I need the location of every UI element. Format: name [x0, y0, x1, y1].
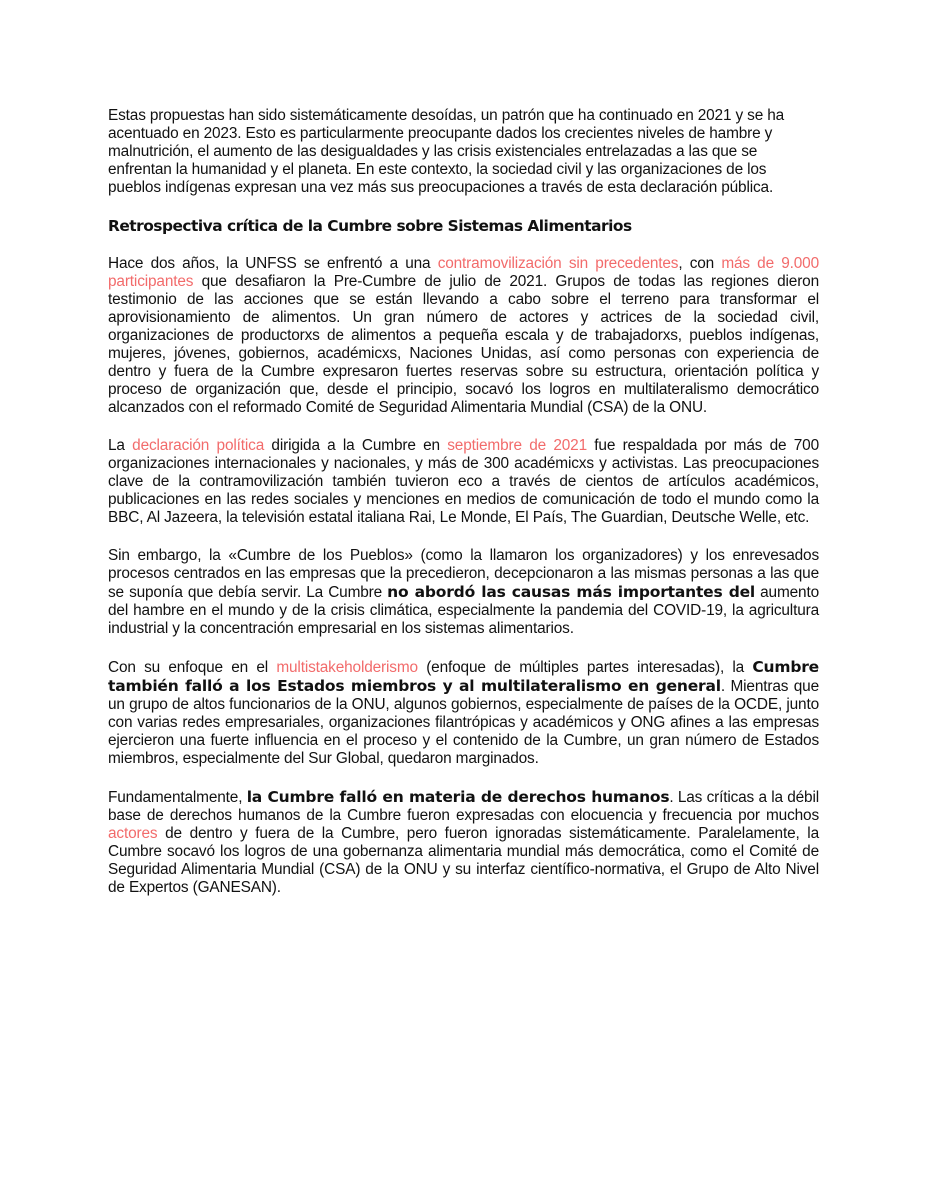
text-run: Sin embargo, la «Cumbre de los Pueblos» (como la llamaron los organizadores) y los enrevesados procesos centrados en las empresas que la precedieron, decepcionaron a las mismas personas a las que se suponía que debía servir. La Cumbre	[108, 547, 819, 601]
hyperlink[interactable]: contramovilización sin precedentes	[437, 255, 679, 272]
text-run: de dentro y fuera de la Cumbre, pero fueron ignoradas sistemáticamente. Paralelamente, la Cumbre socavó los logros de una gobernanza alimentaria mundial más democrática, como el Comité de Seguridad Alimentaria Mundial (CSA) de la ONU y su interfaz científico-normativa, el Grupo de Alto Nivel de Expertos (GANESAN).	[108, 825, 819, 896]
paragraph	[108, 255, 819, 417]
text-run: La	[108, 437, 133, 454]
text-run: (enfoque de múltiples partes interesadas), la	[417, 659, 753, 676]
text-run: Retrospectiva crítica de la Cumbre sobre Sistemas Alimentarios	[108, 217, 632, 235]
hyperlink[interactable]: septiembre de 2021	[447, 437, 587, 454]
text-run: fue respaldada por más de 700 organizaciones internacionales y nacionales, y más de 300 académicxs y activistas. Las preocupaciones clave de la contramovilización también tuvieron eco a través de cientos de artículos académicos, publicaciones en las redes sociales y menciones en medios de comunicación de todo el mundo como la BBC, Al Jazeera, la televisión estatal italiana Rai, Le Monde, El País, The Guardian, Deutsche Welle, etc.	[108, 437, 819, 526]
hyperlink[interactable]: más de 9.000 participantes	[108, 255, 819, 290]
text-run: Estas propuestas han sido sistemáticamente desoídas, un patrón que ha continuado en 2021 y se ha acentuado en 2023. Esto es particularmente preocupante dados los crecientes niveles de hambre y malnutrición, el aumento de las desigualdades y las crisis existenciales entrelazadas a las que se enfrentan la humanidad y el planeta. En este contexto, la sociedad civil y las organizaciones de los pueblos indígenas expresan una vez más sus preocupaciones a través de esta declaración pública.	[108, 107, 785, 196]
paragraph	[108, 788, 819, 897]
bold-text: Cumbre también falló a los Estados miembros y al multilateralismo en general	[108, 658, 819, 695]
paragraph	[108, 658, 819, 768]
paragraph	[108, 547, 819, 638]
hyperlink[interactable]: multistakeholderismo	[276, 659, 418, 676]
text-run: Hace dos años, la UNFSS se enfrentó a una	[108, 255, 438, 272]
paragraph	[108, 437, 819, 527]
text-run: Fundamentalmente,	[108, 789, 247, 806]
text-run: , con	[678, 255, 722, 272]
text-run: . Las críticas a la débil base de derechos humanos de la Cumbre fueron expresadas con elocuencia y frecuencia por muchos	[108, 789, 819, 824]
text-run: . Mientras que un grupo de altos funcionarios de la ONU, algunos gobiernos, especialmente de países de la OCDE, junto con varias redes empresariales, organizaciones filantrópicas y académicos y ONG afines a las empresas ejercieron una fuerte influencia en el proceso y el contenido de la Cumbre, un gran número de Estados miembros, especialmente del Sur Global, quedaron marginados.	[108, 678, 820, 767]
document-page	[108, 107, 819, 917]
bold-text: la Cumbre falló en materia de derechos humanos	[246, 788, 670, 806]
text-run: dirigida a la Cumbre en	[264, 437, 448, 454]
text-run: aumento del hambre en el mundo y de la crisis climática, especialmente la pandemia del COVID-19, la agricultura industrial y la concentración empresarial en los sistemas alimentarios.	[108, 584, 819, 637]
section-heading	[108, 217, 819, 235]
paragraph	[108, 107, 819, 197]
text-run: que desafiaron la Pre-Cumbre de julio de 2021. Grupos de todas las regiones dieron testimonio de las acciones que se están llevando a cabo sobre el terreno para transformar el aprovisionamiento de alimentos. Un gran número de actores y actrices de la sociedad civil, organizaciones de productorxs de alimentos a pequeña escala y de trabajadorxs, pueblos indígenas, mujeres, jóvenes, gobiernos, académicxs, Naciones Unidas, así como personas con experiencia de dentro y fuera de la Cumbre expresaron fuertes reservas sobre su estructura, orientación política y proceso de organización que, desde el principio, socavó los logros en multilateralismo democrático alcanzados con el reformado Comité de Seguridad Alimentaria Mundial (CSA) de la ONU.	[108, 273, 819, 416]
text-run: Con su enfoque en el	[108, 659, 277, 676]
hyperlink[interactable]: declaración política	[132, 437, 265, 454]
hyperlink[interactable]: actores	[108, 825, 158, 842]
bold-text: no abordó las causas más importantes del	[387, 583, 756, 601]
